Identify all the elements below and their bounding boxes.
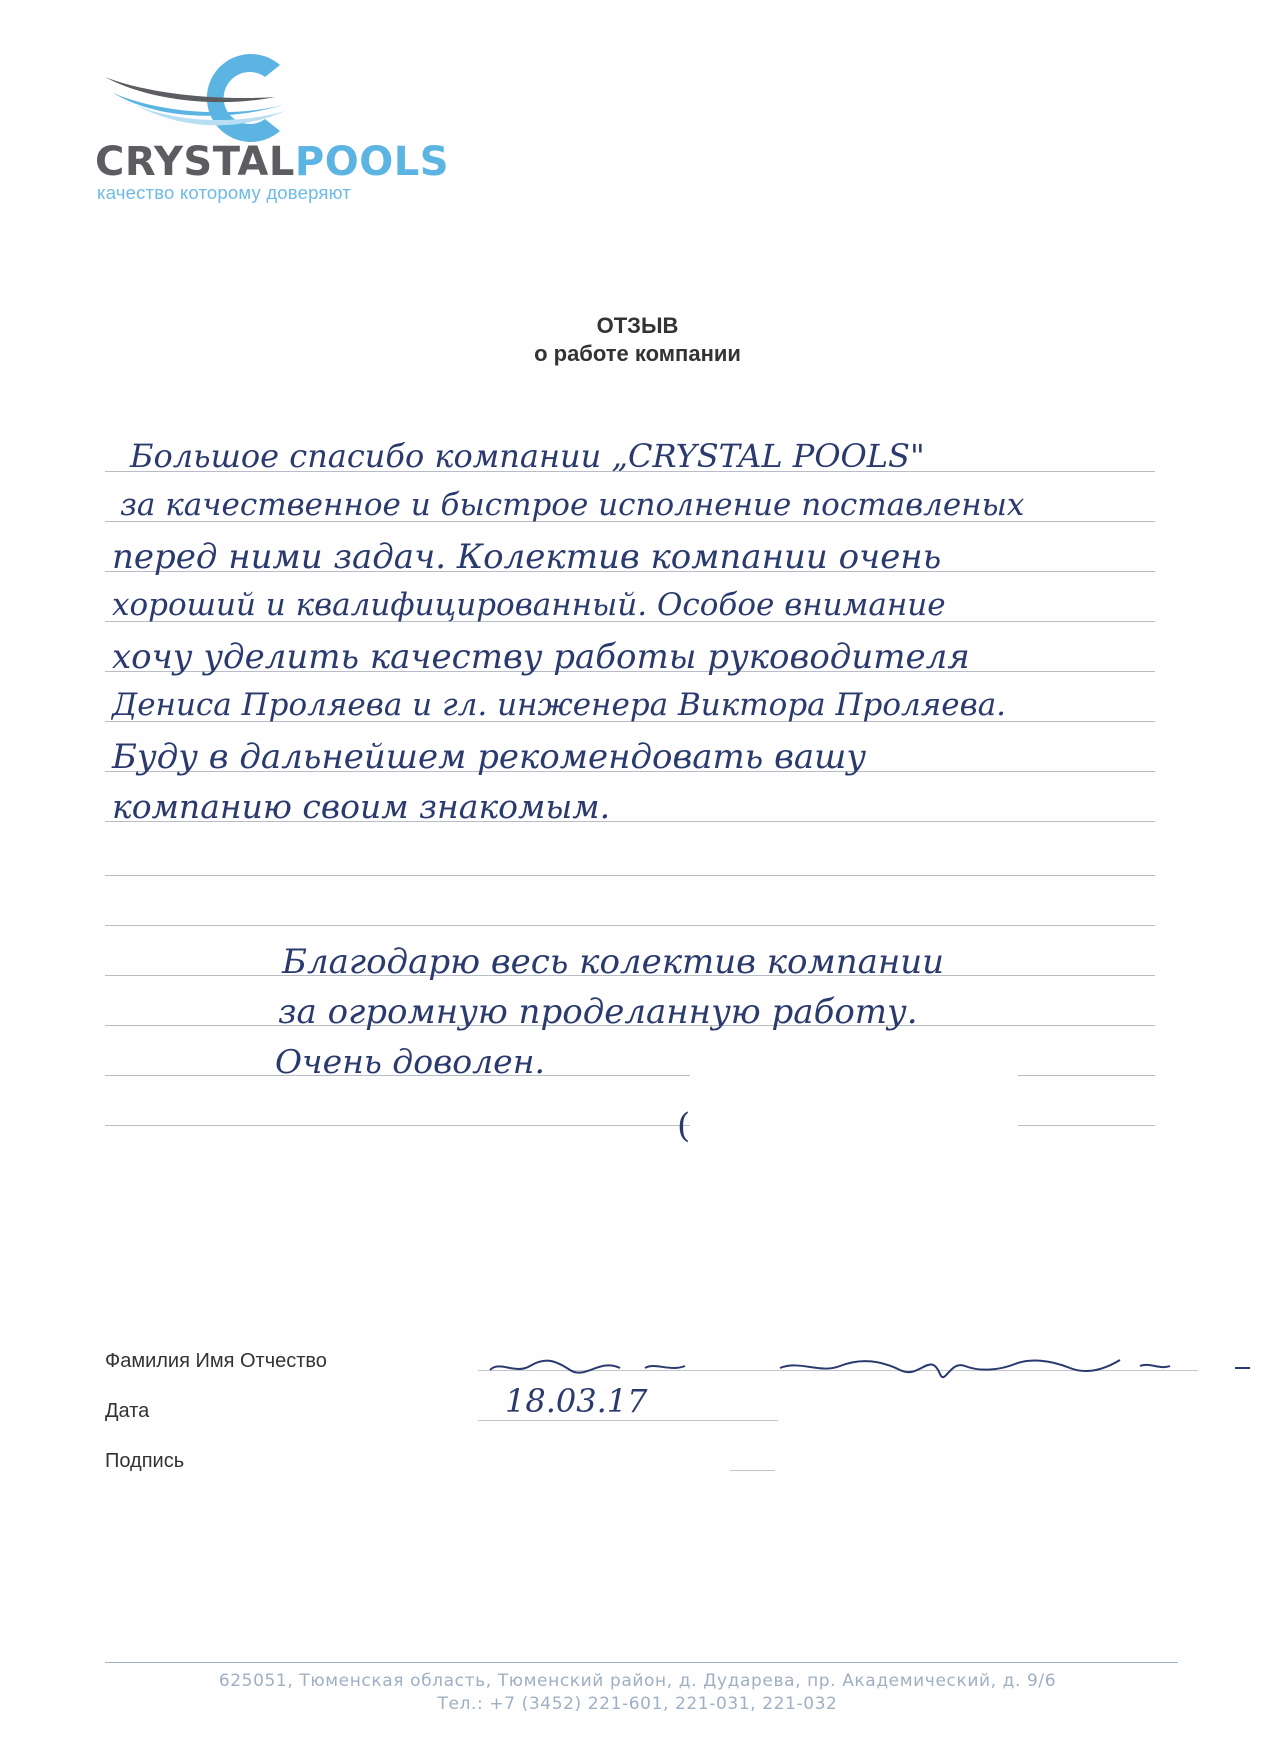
review-line: Буду в дальнейшем рекомендовать вашу xyxy=(112,737,867,777)
signature-field-line xyxy=(730,1470,775,1471)
company-logo xyxy=(95,30,449,205)
logo-word-crystal: CRYSTAL xyxy=(95,139,295,185)
document-subtitle: о работе компании xyxy=(534,341,741,366)
ruled-line xyxy=(105,875,1155,876)
signature-label: Подпись xyxy=(105,1450,185,1472)
closing-line: за огромную проделанную работу. xyxy=(278,992,918,1032)
document-title: ОТЗЫВ xyxy=(596,313,679,338)
review-line: компанию своим знакомым. xyxy=(112,787,611,826)
document-heading xyxy=(0,312,1275,368)
handwritten-name-scribble xyxy=(470,1330,1250,1390)
date-label: Дата xyxy=(105,1400,150,1422)
review-line: хороший и квалифицированный. Особое внимание xyxy=(112,587,946,623)
ruled-line xyxy=(1018,1075,1155,1076)
date-value: 18.03.17 xyxy=(505,1382,648,1420)
review-line: за качественное и быстрое исполнение поставленых xyxy=(120,487,1025,523)
logo-wordmark xyxy=(95,139,449,185)
date-field-line xyxy=(478,1420,778,1421)
ruled-line xyxy=(105,925,1155,926)
review-line: перед ними задач. Колектив компании очень xyxy=(112,537,942,577)
footer-phone: Тел.: +7 (3452) 221-601, 221-031, 221-032 xyxy=(437,1694,838,1714)
closing-line: Очень доволен. xyxy=(275,1042,545,1081)
logo-word-pools: POOLS xyxy=(294,139,449,185)
name-label: Фамилия Имя Отчество xyxy=(105,1350,327,1372)
logo-tagline: качество которому доверяют xyxy=(97,182,351,203)
crystal-pools-logo-icon xyxy=(105,35,315,145)
review-line: Большое спасибо компании „CRYSTAL POOLS" xyxy=(130,437,925,475)
closing-line: Благодарю весь колектив компании xyxy=(282,942,945,982)
footer xyxy=(0,1670,1275,1716)
review-line: Дениса Проляева и гл. инженера Виктора Проляева. xyxy=(112,687,1007,723)
footer-address: 625051, Тюменская область, Тюменский район, д. Дударева, пр. Академический, д. 9/6 xyxy=(218,1671,1057,1691)
stray-mark: ( xyxy=(677,1106,691,1146)
review-line: хочу уделить качеству работы руководителя xyxy=(112,637,970,677)
footer-divider xyxy=(105,1662,1178,1663)
ruled-line xyxy=(1018,1125,1155,1126)
ruled-line xyxy=(105,1125,690,1126)
